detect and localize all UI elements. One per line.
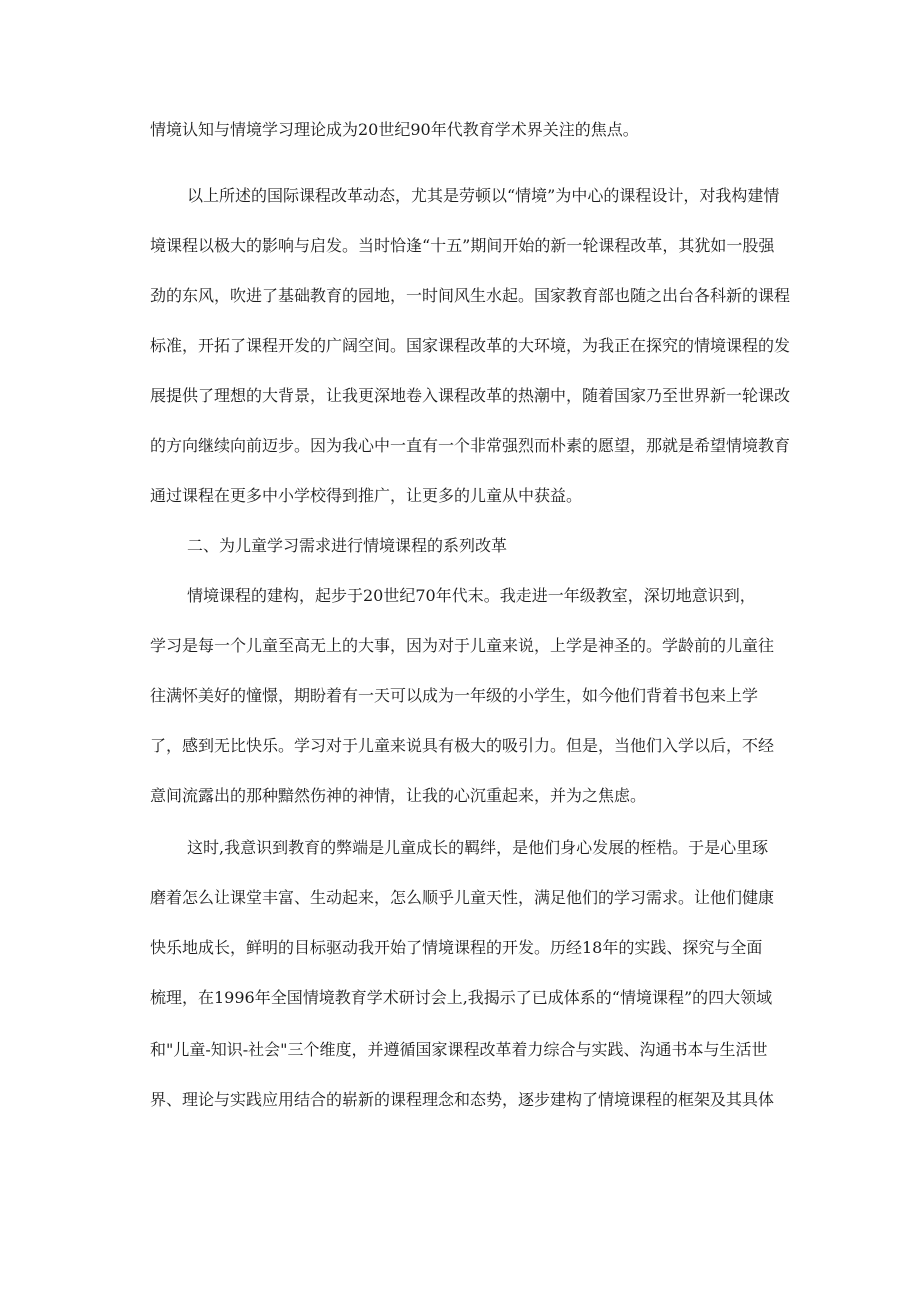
- text-line: 往满怀美好的憧憬，期盼着有一天可以成为一年级的小学生，如今他们背着书包来上学: [150, 686, 759, 705]
- text-line: 了，感到无比快乐。学习对于儿童来说具有极大的吸引力。但是，当他们入学以后，不经: [150, 736, 775, 755]
- text-line: 梳理，在1996年全国情境教育学术研讨会上,我揭示了已成体系的“情境课程”的四大领域: [150, 988, 773, 1007]
- text-line: 劲的东风，吹进了基础教育的园地，一时间风生水起。国家教育部也随之出台各科新的课程: [150, 286, 791, 305]
- text-line: 磨着怎么让课堂丰富、生动起来，怎么顺乎儿童天性，满足他们的学习需求。让他们健康: [150, 888, 775, 907]
- paragraph-first-line: 以上所述的国际课程改革动态，尤其是劳顿以“情境”为中心的课程设计，对我构建情: [187, 186, 780, 205]
- text-line: 情境认知与情境学习理论成为20世纪90年代教育学术界关注的焦点。: [150, 120, 639, 139]
- text-line: 标准，开拓了课程开发的广阔空间。国家课程改革的大环境，为我正在探究的情境课程的发: [150, 336, 791, 355]
- text-line: 的方向继续向前迈步。因为我心中一直有一个非常强烈而朴素的愿望，那就是希望情境教育: [150, 436, 791, 455]
- paragraph-first-line: 这时,我意识到教育的弊端是儿童成长的羁绊，是他们身心发展的桎梏。于是心里琢: [187, 838, 769, 857]
- text-line: 展提供了理想的大背景，让我更深地卷入课程改革的热潮中，随着国家乃至世界新一轮课改: [150, 386, 791, 405]
- text-line: 和"儿童-知识-社会"三个维度，并遵循国家课程改革着力综合与实践、沟通书本与生活世: [150, 1040, 768, 1059]
- text-line: 通过课程在更多中小学校得到推广，让更多的儿童从中获益。: [150, 486, 583, 505]
- text-line: 快乐地成长，鲜明的目标驱动我开始了情境课程的开发。历经18年的实践、探究与全面: [150, 938, 763, 957]
- paragraph-first-line: 情境课程的建构，起步于20世纪70年代末。我走进一年级教室，深切地意识到，: [187, 586, 756, 605]
- text-line: 界、理论与实践应用结合的崭新的课程理念和态势，逐步建构了情境课程的框架及其具体: [150, 1090, 775, 1109]
- section-heading: 二、为儿童学习需求进行情境课程的系列改革: [187, 536, 508, 555]
- text-line: 意间流露出的那种黯然伤神的神情，让我的心沉重起来，并为之焦虑。: [150, 786, 647, 805]
- text-line: 学习是每一个儿童至高无上的大事，因为对于儿童来说，上学是神圣的。学龄前的儿童往: [150, 636, 775, 655]
- text-line: 境课程以极大的影响与启发。当时恰逢“十五”期间开始的新一轮课程改革，其犹如一股强: [150, 236, 775, 255]
